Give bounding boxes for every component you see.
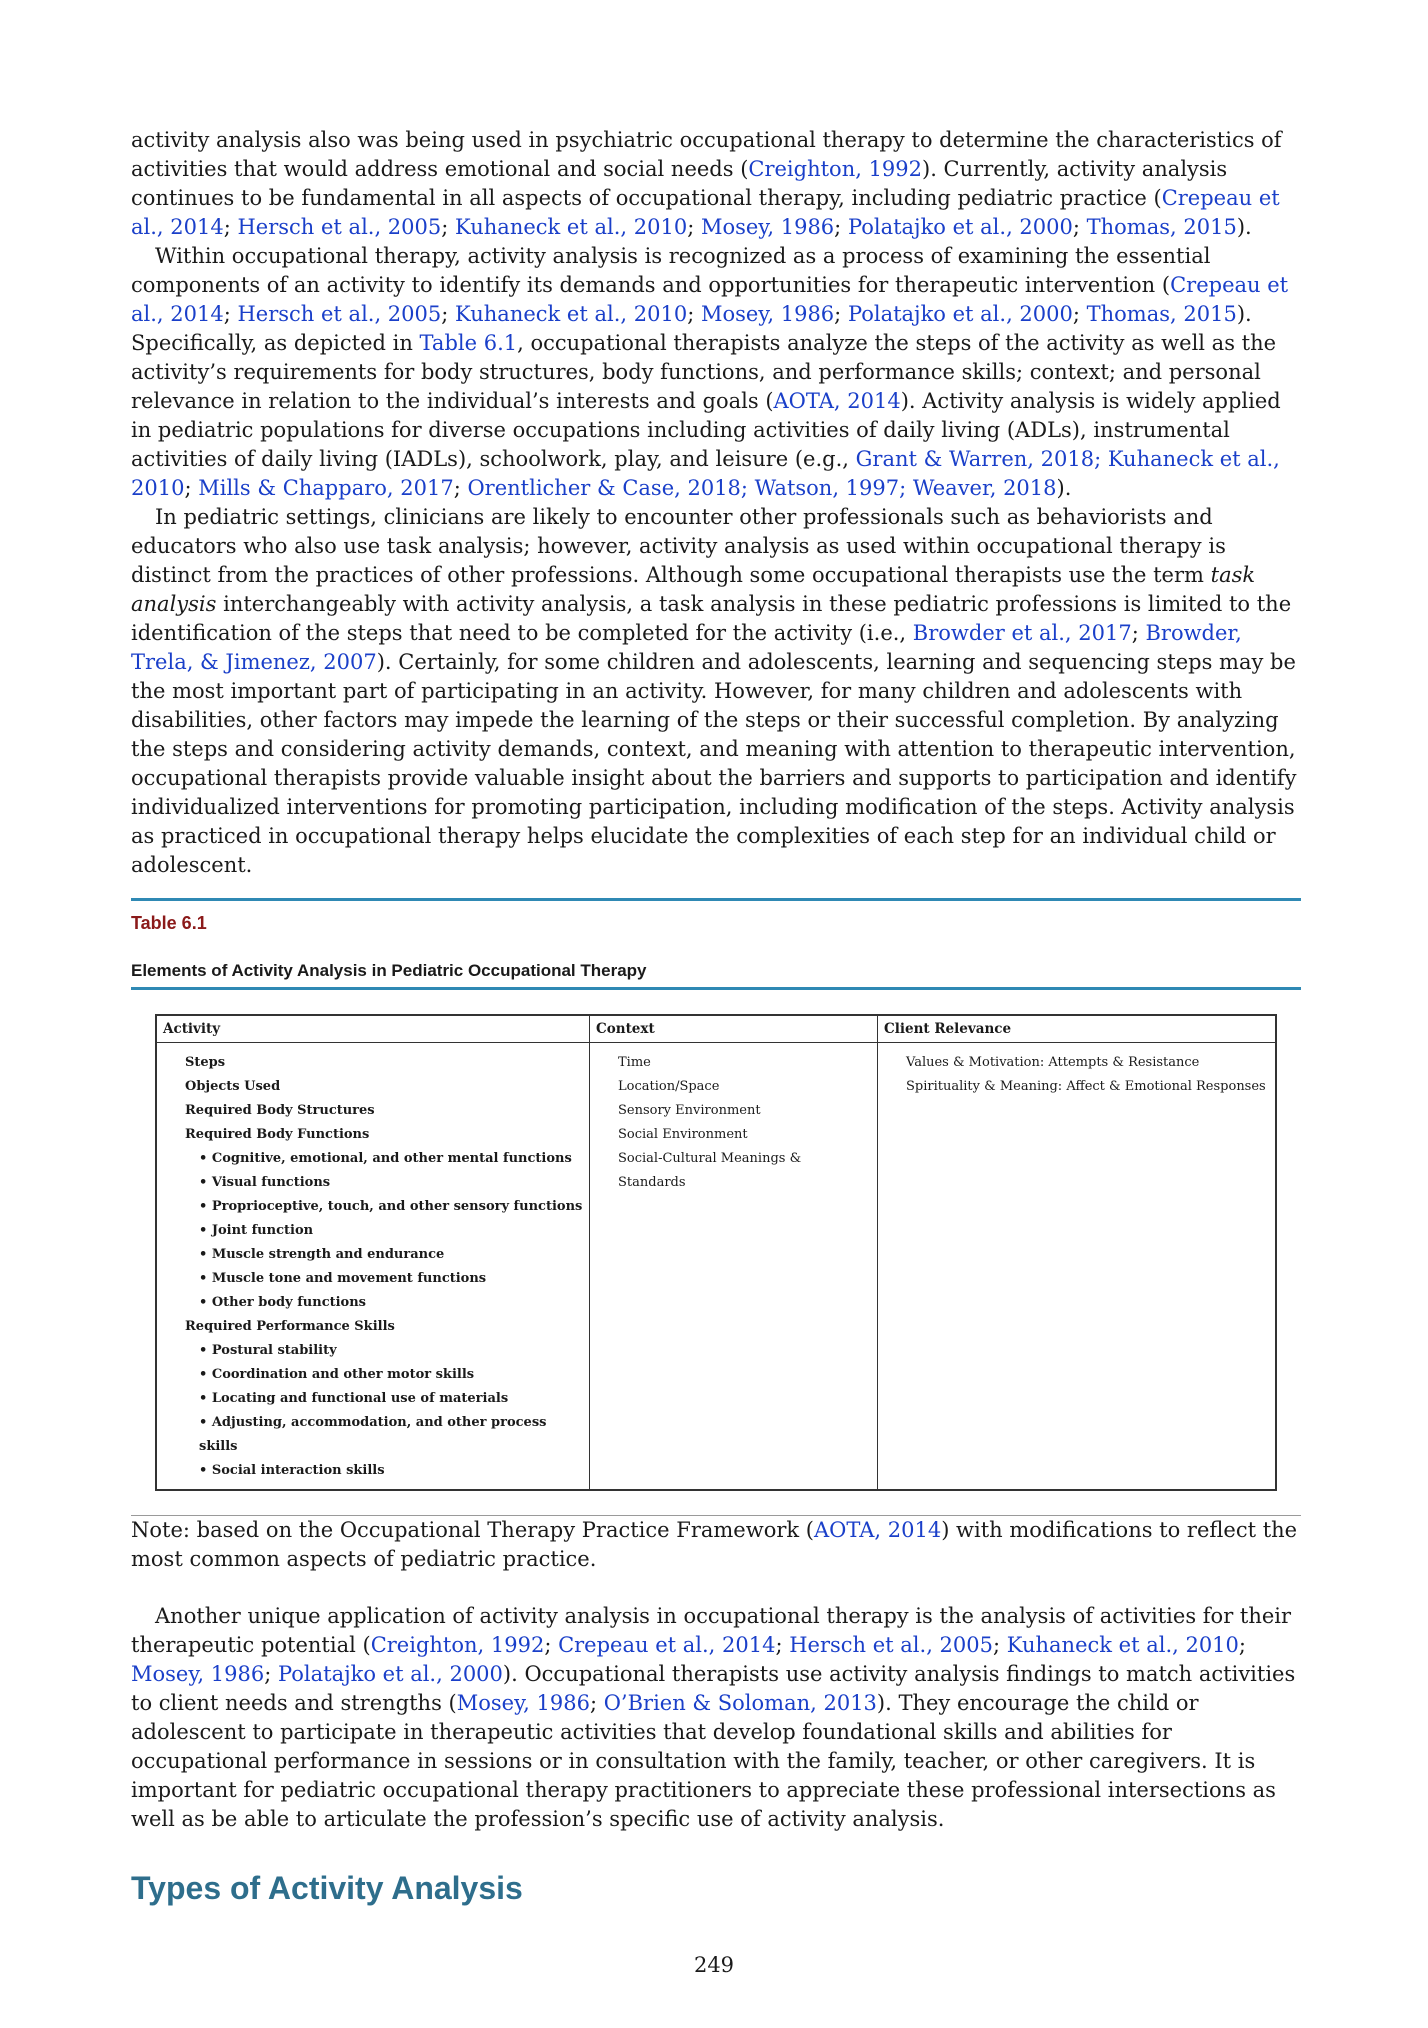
table-header-activity: Activity xyxy=(157,1016,589,1043)
citation-link[interactable]: Polatajko et al., 2000 xyxy=(847,215,1073,239)
citation-link[interactable]: AOTA, 2014 xyxy=(813,1518,942,1542)
citation-link[interactable]: Hersch et al., 2005 xyxy=(237,302,442,326)
text-run: ; xyxy=(687,302,701,326)
citation-link[interactable]: Crepeau et al., 2014 xyxy=(131,186,1280,239)
paragraph-after-table xyxy=(131,1602,1301,1834)
text-run: ). Activity analysis is widely applied in pediatric populations for diverse occupations including activities of daily living (ADLs), instrumental activities of daily living (IADLs), schoolwork, play, and leisure (e.g., xyxy=(131,389,1281,471)
italic-term: task analysis xyxy=(131,563,1256,616)
citation-link[interactable]: Polatajko et al., 2000 xyxy=(277,1662,503,1686)
activity-subitem: • Locating and functional use of materials xyxy=(163,1387,583,1411)
text-run: In pediatric settings, clinicians are likely to encounter other professionals such as behaviorists and educators who also use task analysis; however, activity analysis as used within occupational therapy is distinct from the practices of other professions. Although some occupational therapists use the term xyxy=(131,505,1226,587)
citation-link[interactable]: Thomas, 2015 xyxy=(1086,215,1237,239)
activity-category: Steps xyxy=(185,1055,226,1070)
text-run: ; xyxy=(1131,621,1146,645)
context-item: Sensory Environment xyxy=(618,1103,761,1118)
activity-subitem: • Coordination and other motor skills xyxy=(163,1363,583,1387)
text-run: ; xyxy=(223,215,238,239)
table-header-client-relevance: Client Relevance xyxy=(877,1016,1275,1043)
text-run: ; xyxy=(544,1633,559,1657)
text-run: ). Currently, activity analysis continues to be fundamental in all aspects of occupational therapy, including pediatric practice ( xyxy=(131,157,1228,210)
activity-analysis-table xyxy=(155,1014,1277,1491)
text-run: ; xyxy=(775,1633,790,1657)
citation-link[interactable]: Mosey, 1986 xyxy=(131,1662,265,1686)
context-item: Location/Space xyxy=(618,1079,720,1094)
text-run: ; xyxy=(223,302,238,326)
text-run: ; xyxy=(834,215,848,239)
citation-link[interactable]: Mills & Chapparo, 2017 xyxy=(198,476,454,500)
context-item: Social-Cultural Meanings & Standards xyxy=(618,1151,802,1190)
text-run: ). Certainly, for some children and adolescents, learning and sequencing steps may be the most important part of participating in an activity. However, for many children and adolescents with disabilities, other factors may impede the learning of the steps or their successful completion. By analyzing the steps and considering activity demands, context, and meaning with attention to therapeutic intervention, occupational therapists provide valuable insight about the barriers and supports to participation and identify individualized interventions for promoting participation, including modification of the steps. Activity analysis as practiced in occupational therapy helps elucidate the complexities of each step for an individual child or adolescent. xyxy=(131,650,1297,877)
citation-link[interactable]: Crepeau et al., 2014 xyxy=(558,1633,776,1657)
table-column-client-relevance xyxy=(877,1043,1275,1489)
text-run: ; xyxy=(453,476,468,500)
citation-link[interactable]: Browder et al., 2017 xyxy=(912,621,1132,645)
text-run: ). Occupational therapists use activity analysis findings to match activities to client needs and strengths ( xyxy=(131,1662,1296,1715)
citation-link[interactable]: Mosey, 1986 xyxy=(700,215,835,239)
citation-link[interactable]: Hersch et al., 2005 xyxy=(237,215,442,239)
page-number: 249 xyxy=(693,1953,735,1977)
activity-subitem: • Muscle strength and endurance xyxy=(163,1243,583,1267)
citation-link[interactable]: Kuhaneck et al., 2010 xyxy=(1006,1633,1239,1657)
citation-link[interactable]: Polatajko et al., 2000 xyxy=(847,302,1073,326)
activity-subitem: • Proprioceptive, touch, and other sensory functions xyxy=(163,1195,583,1219)
citation-link[interactable]: Browder, Trela, & Jimenez, 2007 xyxy=(131,621,1242,674)
paragraph xyxy=(131,126,1301,242)
citation-link[interactable]: Grant & Warren, 2018; Kuhaneck et al., 2010 xyxy=(131,447,1280,500)
text-run: , occupational therapists analyze the steps of the activity as well as the activity’s requirements for body structures, body functions, and performance skills; context; and personal relevance in relation to the individual’s interests and goals ( xyxy=(131,331,1277,413)
text-run: ; xyxy=(992,1633,1007,1657)
client-relevance-item: Values & Motivation: Attempts & Resistance xyxy=(906,1055,1200,1070)
activity-subitem: • Adjusting, accommodation, and other process skills xyxy=(163,1411,583,1459)
text-run: Note: based on the Occupational Therapy Practice Framework ( xyxy=(131,1518,814,1542)
text-run: interchangeably with activity analysis, a task analysis in these pediatric professions is limited to the identification of the steps that need to be completed for the activity (i.e., xyxy=(131,592,1292,645)
table-caption: Elements of Activity Analysis in Pediatric Occupational Therapy xyxy=(131,961,1301,990)
text-run: ; xyxy=(1072,302,1087,326)
text-run: ; xyxy=(687,215,701,239)
citation-link[interactable]: AOTA, 2014 xyxy=(773,389,901,413)
text-run: ; xyxy=(834,302,848,326)
citation-link[interactable]: O’Brien & Soloman, 2013 xyxy=(603,1691,877,1715)
activity-subitem: • Joint function xyxy=(163,1219,583,1243)
activity-subitem: • Cognitive, emotional, and other mental functions xyxy=(163,1147,583,1171)
activity-category: Required Body Structures xyxy=(185,1103,375,1118)
activity-subitem: • Visual functions xyxy=(163,1171,583,1195)
activity-subitem: • Postural stability xyxy=(163,1339,583,1363)
citation-link[interactable]: Mosey, 1986 xyxy=(456,1691,590,1715)
citation-link[interactable]: Orentlicher & Case, 2018; Watson, 1997; Weaver, 2018 xyxy=(467,476,1057,500)
citation-link[interactable]: Mosey, 1986 xyxy=(700,302,835,326)
context-item: Time xyxy=(618,1055,651,1070)
table-label: Table 6.1 xyxy=(131,913,207,933)
text-run: ). They encourage the child or adolescent to participate in therapeutic activities that develop foundational skills and abilities for occupational performance in sessions or in consultation with the family, teacher, or other caregivers. It is important for pediatric occupational therapy practitioners to appreciate these professional intersections as well as be able to articulate the profession’s specific use of activity analysis. xyxy=(131,1691,1276,1831)
citation-link[interactable]: Kuhaneck et al., 2010 xyxy=(455,215,688,239)
text-run: ) with modifications to reflect the most common aspects of pediatric practice. xyxy=(131,1518,1298,1571)
citation-link[interactable]: Hersch et al., 2005 xyxy=(789,1633,993,1657)
activity-subitem: • Muscle tone and movement functions xyxy=(163,1267,583,1291)
citation-link[interactable]: Creighton, 1992 xyxy=(370,1633,545,1657)
body-paragraphs xyxy=(131,126,1301,880)
text-run: ). Specifically, as depicted in xyxy=(131,302,1252,355)
activity-category: Required Body Functions xyxy=(185,1127,370,1142)
page-content xyxy=(131,126,1301,1907)
activity-category: Objects Used xyxy=(185,1079,281,1094)
table-column-context xyxy=(589,1043,877,1489)
text-run: ). xyxy=(1236,215,1252,239)
table-header-context: Context xyxy=(589,1016,877,1043)
paragraph xyxy=(131,503,1301,880)
text-run: ; xyxy=(184,476,199,500)
activity-subitem: • Social interaction skills xyxy=(163,1459,583,1483)
text-run: ). xyxy=(1056,476,1072,500)
activity-subitem: • Other body functions xyxy=(163,1291,583,1315)
citation-link[interactable]: Kuhaneck et al., 2010 xyxy=(455,302,688,326)
table-top-rule xyxy=(131,898,1301,901)
text-run: ; xyxy=(441,302,456,326)
table-note xyxy=(131,1516,1301,1574)
text-run: ; xyxy=(264,1662,278,1686)
text-run: ; xyxy=(441,215,456,239)
text-run: ; xyxy=(589,1691,604,1715)
client-relevance-item: Spirituality & Meaning: Affect & Emotional Responses xyxy=(906,1079,1266,1094)
citation-link[interactable]: Crepeau et al., 2014 xyxy=(131,273,1289,326)
activity-category: Required Performance Skills xyxy=(185,1319,395,1334)
citation-link[interactable]: Table 6.1 xyxy=(419,331,518,355)
citation-link[interactable]: Creighton, 1992 xyxy=(748,157,923,181)
table-column-activity xyxy=(157,1043,589,1489)
text-run: Within occupational therapy, activity analysis is recognized as a process of examining the essential components of an activity to identify its demands and opportunities for therapeutic intervention ( xyxy=(131,244,1211,297)
citation-link[interactable]: Thomas, 2015 xyxy=(1086,302,1237,326)
text-run: Another unique application of activity analysis in occupational therapy is the analysis of activities for their therapeutic potential ( xyxy=(131,1604,1292,1657)
context-item: Social Environment xyxy=(618,1127,748,1142)
paragraph xyxy=(131,242,1301,503)
text-run: ; xyxy=(1238,1633,1246,1657)
text-run: activity analysis also was being used in psychiatric occupational therapy to determine the characteristics of activities that would address emotional and social needs ( xyxy=(131,128,1282,181)
text-run: ; xyxy=(1072,215,1087,239)
section-heading: Types of Activity Analysis xyxy=(131,1870,523,1906)
